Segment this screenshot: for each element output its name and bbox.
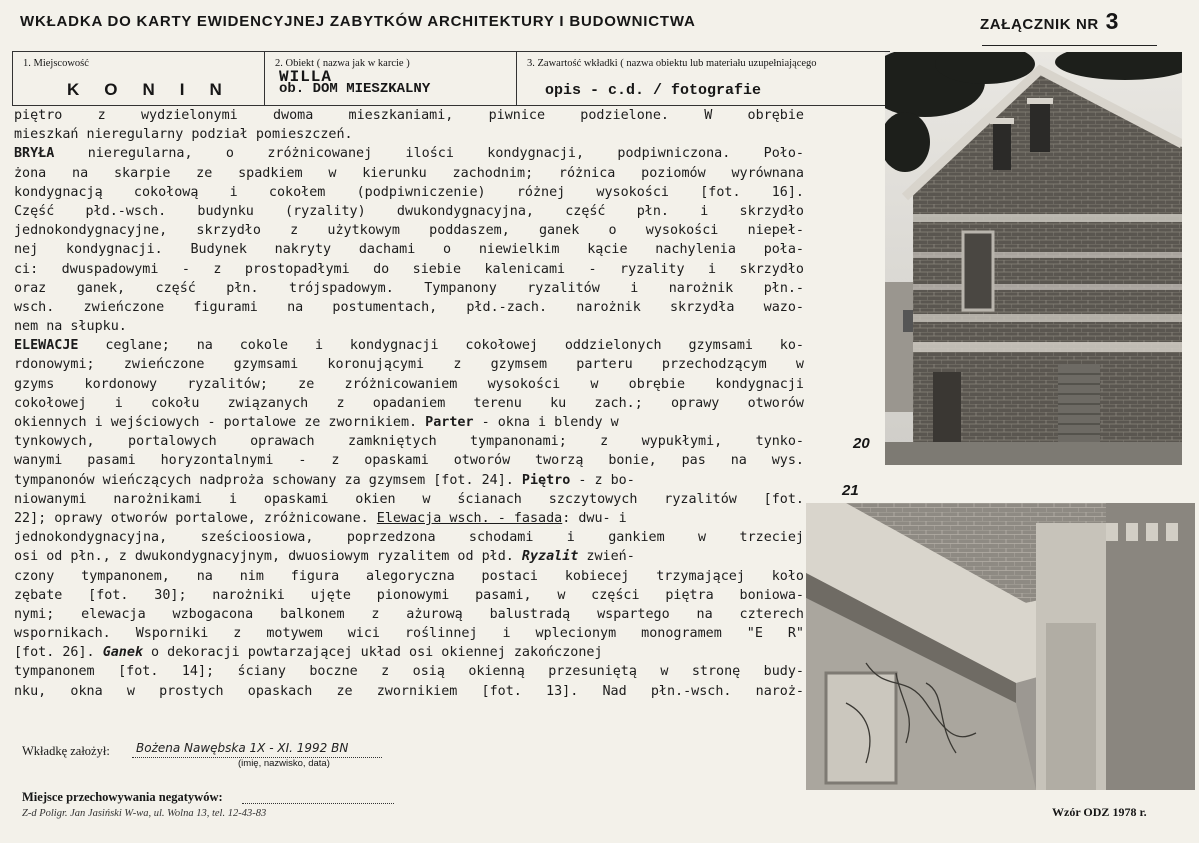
locality-label: 1. Miejscowość [23,58,89,69]
object-field [264,51,516,106]
text-line: 22]; oprawy otworów portalowe, zróżnicowane. Elewacja wsch. - fasada: dwu- i [14,510,627,526]
text-line: zębate [fot. 30]; narożniki ujęte pionowymi pasami, w części piętra boniowa- [14,587,804,603]
text-line: nymi; elewacja wzbogacona balkonem z ażurową balustradą wspartego na czterech [14,606,804,622]
subheading-ganek: Ganek [102,645,143,661]
object-value-line2: ob. DOM MIESZKALNY [279,81,431,97]
text-line: niowanymi narożnikami i opaskami okien w ścianach szczytowych ryzalitów [fot. [14,491,804,507]
text-line: ci: dwuspadowymi - z prostopadłymi do siebie kalenicami - ryzality i skrzydło [14,261,804,277]
text-line: Część płd.-wsch. budynku (ryzality) dwukondygnacyjna, część płn. i skrzydło [14,203,804,219]
founder-label: Wkładkę założył: [22,744,110,758]
text-line: [fot. 26]. Ganek o dekoracji powtarzającej układ osi okiennej zakończonej [14,645,603,661]
printer-imprint: Z-d Poligr. Jan Jasiński W-wa, ul. Wolna 13, tel. 12-43-83 [22,808,267,819]
text-line: rdonowymi; zwieńczone gzymsami koronującymi z gzymsem parteru przechodzącym w [14,357,804,373]
header-rule [982,45,1157,46]
photo-21 [806,503,1195,790]
text-line: czony tympanonem, na nim figura alegoryczna postaci kobiecej trzymającej koło [14,568,804,584]
form-pattern: Wzór ODZ 1978 r. [1052,805,1147,819]
text-line: nku, okna w prostych opaskach ze zwornikiem [fot. 13]. Nad płn.-wsch. naroż- [14,683,804,699]
text-line: gzyms kordonowy ryzalitów; ze zróżnicowaniem wysokości w obrębie kondygnacji [14,376,804,392]
text-line: osi od płn., z dwukondygnacyjnym, dwuosiowym ryzalitem od płd. Ryzalit zwień- [14,549,635,565]
content-field [516,51,890,106]
text-line: piętro z wydzielonymi dwoma mieszkaniami, piwnice podzielone. W obrębie [14,108,804,123]
section-heading-elewacje: ELEWACJE [14,338,79,354]
content-value: opis - c.d. / fotografie [545,82,762,99]
text-line: tympanonów wieńczących nadproża schowany za gzymsem [fot. 24]. Piętro - z bo- [14,472,635,488]
text-line: kondygnacją cokołową i cokołem (podpiwniczenie) różnej wysokości [fot. 16]. [14,184,804,200]
locality-value: KONIN [67,80,247,99]
text-line: jednokondygnacyjne, skrzydło z użytkowym poddaszem, ganek o wysokości niepeł- [14,223,804,239]
subheading-fasada: Elewacja wsch. - fasada [376,510,563,526]
photo-20 [885,52,1182,465]
photo-21-image [806,503,1195,790]
object-value-line1: WILLA [279,68,333,86]
content-label: 3. Zawartość wkładki ( nazwa obiektu lub materiału uzupełniającego [527,58,817,69]
object-label: 2. Obiekt ( nazwa jak w karcie ) [275,58,410,69]
text-line: tympanonem [fot. 14]; ściany boczne z osią okienną przesuniętą w stronę budy- [14,664,804,680]
text-line: tynkowych, portalowych oprawach zamkniętych tympanonami; z wypukłymi, tynko- [14,434,804,450]
text-line: wsch. zwieńczone figurami na postumentach, płd.-zach. narożnik skrzydła wazo- [14,299,804,315]
text-line: nem na słupku. [14,319,127,335]
text-line: cokołowej i cokołu związanych z opadaniem terenu ku zach.; oprawy otworów [14,395,804,411]
negatives-label: Miejsce przechowywania negatywów: [22,790,223,804]
text-line: mieszkań nieregularny podział pomieszczeń. [14,127,353,143]
locality-field [12,51,264,106]
text-line: nej kondygnacji. Budynek nakryty dachami o niewielkim kącie nachylenia poła- [14,242,804,258]
text-line: wspornikach. Wsporniki z motywem wici roślinnej i wplecionym monogramem "E R" [14,626,804,642]
form-title: WKŁADKA DO KARTY EWIDENCYJNEJ ZABYTKÓW ARCHITEKTURY I BUDOWNICTWA [20,13,696,30]
section-heading-bryla: BRYŁA [14,146,55,162]
text-line: jednokondygnacyjna, sześcioosiowa, poprzedzona schodami i gankiem w trzeciej [14,530,804,546]
subheading-ryzalit: Ryzalit [521,549,579,565]
founder-signature: Bożena Nawębska 1X - XI. 1992 BN [136,741,349,755]
photo-20-image [885,52,1182,465]
text-line: wanymi pasami horyzontalnymi - z opaskami otworów tworzą bonie, pas na wys. [14,453,804,469]
text-line: BRYŁA nieregularna, o zróżnicowanej ilości kondygnacji, podpiwniczona. Poło- [14,146,804,162]
description-text [14,106,804,701]
text-line: ELEWACJE ceglane; na cokole i kondygnacji cokołowej oddzielonych gzymsami ko- [14,338,804,354]
founder-note: (imię, nazwisko, data) [238,758,330,769]
text-line: oraz ganek, część płn. trójspadowym. Tympanony ryzalitów i narożnik płn.- [14,280,804,296]
photo-21-label: 21 [842,482,859,499]
attachment-label: ZAŁĄCZNIK NR [980,16,1099,33]
text-line: żona na skarpie ze spadkiem w kierunku zachodnim; różnica poziomów wyrównana [14,165,804,181]
photo-20-label: 20 [853,435,870,452]
subheading-parter: Parter [417,415,474,430]
attachment-number [980,8,1119,35]
attachment-number-value: 3 [1105,8,1120,34]
text-line: okiennych i wejściowych - portalowe ze zwornikiem. Parter - okna i blendy w [14,415,619,430]
subheading-pietro: Piętro [513,472,571,488]
negatives-dotted-line [242,803,394,804]
